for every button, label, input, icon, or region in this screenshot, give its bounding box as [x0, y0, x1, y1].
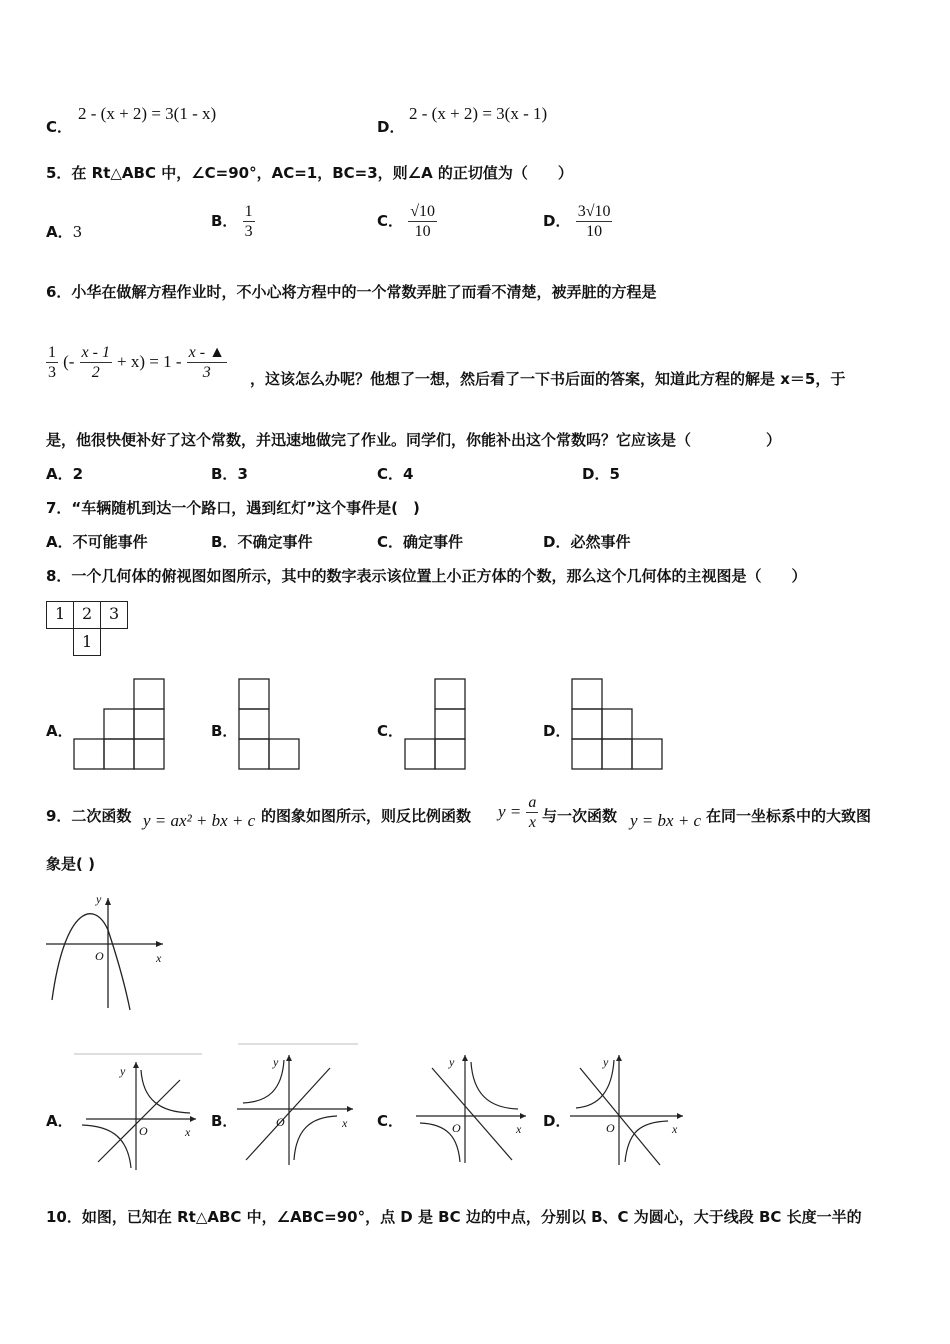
- q9-option-b-label: B．: [211, 1112, 238, 1130]
- q9-text-pre: 9．二次函数: [46, 807, 132, 825]
- q7-c-value: 确定事件: [403, 533, 464, 551]
- q6-eq-frac3-den: 3: [202, 364, 211, 381]
- q9-b-y-label: y: [273, 1055, 279, 1069]
- q9-d-y-label: y: [603, 1055, 609, 1069]
- q6-b-label: B．: [211, 465, 238, 483]
- q9-d-y-arrow: [616, 1055, 622, 1061]
- q6-eq-frac1-num: 1: [48, 344, 56, 361]
- q9-text-line2: 象是( ): [46, 855, 95, 873]
- q6-a-label: A．: [46, 465, 73, 483]
- q5-c-label: C．: [377, 212, 404, 230]
- q8-top-num: 2: [82, 604, 93, 623]
- q9-d-origin-label: O: [606, 1121, 615, 1135]
- q9-b-y-arrow: [286, 1055, 292, 1061]
- q8-top-num: 1: [55, 604, 66, 623]
- q9-d-x-arrow: [677, 1113, 683, 1119]
- q9-c-line: [432, 1068, 512, 1160]
- q4-option-c-label: C．: [46, 118, 73, 136]
- q5-b-label: B．: [211, 212, 238, 230]
- q9-c-x-label: x: [516, 1122, 522, 1136]
- q10-text: 10．如图，已知在 Rt△ABC 中，∠ABC=90°，点 D 是 BC 边的中点，分别以 B、C 为圆心，大于线段 BC 长度一半的: [46, 1208, 862, 1226]
- q6-text-line3: 是，他很快便补好了这个常数，并迅速地做完了作业。同学们，你能补出这个常数吗？它应该是（ ）: [46, 431, 782, 449]
- q9-b-x-label: x: [342, 1116, 348, 1130]
- q9-x-label: x: [156, 951, 162, 965]
- q4-option-d-label: D．: [377, 118, 405, 136]
- q9-a-hyperbola-1: [141, 1070, 190, 1113]
- q8-option-b-label: B．: [211, 722, 238, 740]
- q5-a-label: A．: [46, 223, 73, 241]
- q5-c-den: 10: [414, 223, 431, 240]
- q5-text: 5．在 Rt△ABC 中，∠C=90°，AC=1，BC=3，则∠A 的正切值为（ ）: [46, 164, 573, 182]
- q7-a-label: A．: [46, 533, 73, 551]
- q7-d-value: 必然事件: [570, 533, 631, 551]
- q9-y-label: y: [96, 892, 102, 906]
- q6-eq-frac3-num: x - ▲: [188, 344, 225, 361]
- q9-d-hyperbola-2: [625, 1121, 668, 1162]
- q5-b-den: 3: [244, 223, 253, 240]
- q5-d-den: 10: [586, 223, 603, 240]
- q9-c-hyperbola-1: [471, 1062, 518, 1109]
- q6-a-value: 2: [72, 465, 84, 483]
- q5-c-num: √10: [410, 203, 436, 220]
- q9-text-mid2: 与一次函数: [542, 807, 618, 825]
- q6-eq-open: (-: [63, 352, 75, 371]
- q9-b-line: [246, 1068, 330, 1160]
- q6-text-line1: 6．小华在做解方程作业时，不小心将方程中的一个常数弄脏了而看不清楚，被弄脏的方程是: [46, 283, 657, 301]
- q4-option-d-expr: 2 - (x + 2) = 3(x - 1): [409, 104, 548, 123]
- q9-text-mid1: 的图象如图所示，则反比例函数: [261, 807, 472, 825]
- q9-option-a-label: A．: [46, 1112, 73, 1130]
- q8-option-d-label: D．: [543, 722, 571, 740]
- q5-d-label: D．: [543, 212, 571, 230]
- q9-b-hyperbola-2: [294, 1116, 337, 1160]
- q9-d-x-label: x: [672, 1122, 678, 1136]
- q7-text: 7．“车辆随机到达一个路口，遇到红灯”这个事件是( ): [46, 499, 420, 517]
- q5-d-num: 3√10: [577, 203, 611, 220]
- q9-f2-lhs: y =: [498, 802, 522, 821]
- q6-c-label: C．: [377, 465, 404, 483]
- q6-eq-frac2-num: x - 1: [81, 344, 110, 361]
- q5-a-value: 3: [72, 223, 83, 241]
- q9-f2-num: a: [528, 794, 537, 811]
- q9-a-x-arrow: [190, 1116, 196, 1122]
- q9-c-x-arrow: [520, 1113, 526, 1119]
- q6-b-value: 3: [237, 465, 248, 483]
- q7-a-value: 不可能事件: [72, 533, 148, 551]
- q7-b-value: 不确定事件: [237, 533, 313, 551]
- q9-option-c-label: C．: [377, 1112, 404, 1130]
- q9-a-y-arrow: [133, 1062, 139, 1068]
- q9-f2-den: x: [528, 814, 536, 831]
- q8-text: 8．一个几何体的俯视图如图所示，其中的数字表示该位置上小正方体的个数，那么这个几何体的主视图是（ ）: [46, 567, 807, 585]
- q9-a-y-label: y: [120, 1064, 126, 1078]
- q9-b-origin-label: O: [276, 1115, 285, 1129]
- q7-c-label: C．: [377, 533, 404, 551]
- q5-b-num: 1: [244, 203, 253, 220]
- q8-top-num: 1: [82, 632, 93, 651]
- q6-d-label: D．: [582, 465, 610, 483]
- q9-b-x-arrow: [347, 1106, 353, 1112]
- q7-b-label: B．: [211, 533, 238, 551]
- q9-a-origin-label: O: [139, 1124, 148, 1138]
- q9-c-y-arrow: [462, 1055, 468, 1061]
- q7-d-label: D．: [543, 533, 571, 551]
- q9-f1: y = ax² + bx + c: [143, 811, 256, 830]
- q6-d-value: 5: [609, 465, 620, 483]
- q4-option-c-expr: 2 - (x + 2) = 3(1 - x): [78, 104, 217, 123]
- q9-text-post: 在同一坐标系中的大致图: [706, 807, 872, 825]
- q9-f3: y = bx + c: [630, 811, 702, 830]
- q8-option-a-label: A．: [46, 722, 73, 740]
- q9-option-d-label: D．: [543, 1112, 571, 1130]
- q8-top-num: 3: [109, 604, 120, 623]
- q9-c-y-label: y: [449, 1055, 455, 1069]
- q6-eq-frac1-den: 3: [48, 364, 56, 381]
- q9-a-x-label: x: [185, 1125, 191, 1139]
- q8-option-c-label: C．: [377, 722, 404, 740]
- q9-a-hyperbola-2: [82, 1125, 131, 1168]
- q6-c-value: 4: [403, 465, 414, 483]
- q9-origin-label: O: [95, 949, 104, 963]
- q6-text-line2: ，这该怎么办呢？他想了一想，然后看了一下书后面的答案，知道此方程的解是 x＝5，于: [250, 370, 846, 388]
- q6-eq-frac2-den: 2: [91, 364, 100, 381]
- q6-eq-mid: + x) = 1 -: [117, 352, 182, 371]
- q9-c-origin-label: O: [452, 1121, 461, 1135]
- q9-a-line: [98, 1080, 180, 1162]
